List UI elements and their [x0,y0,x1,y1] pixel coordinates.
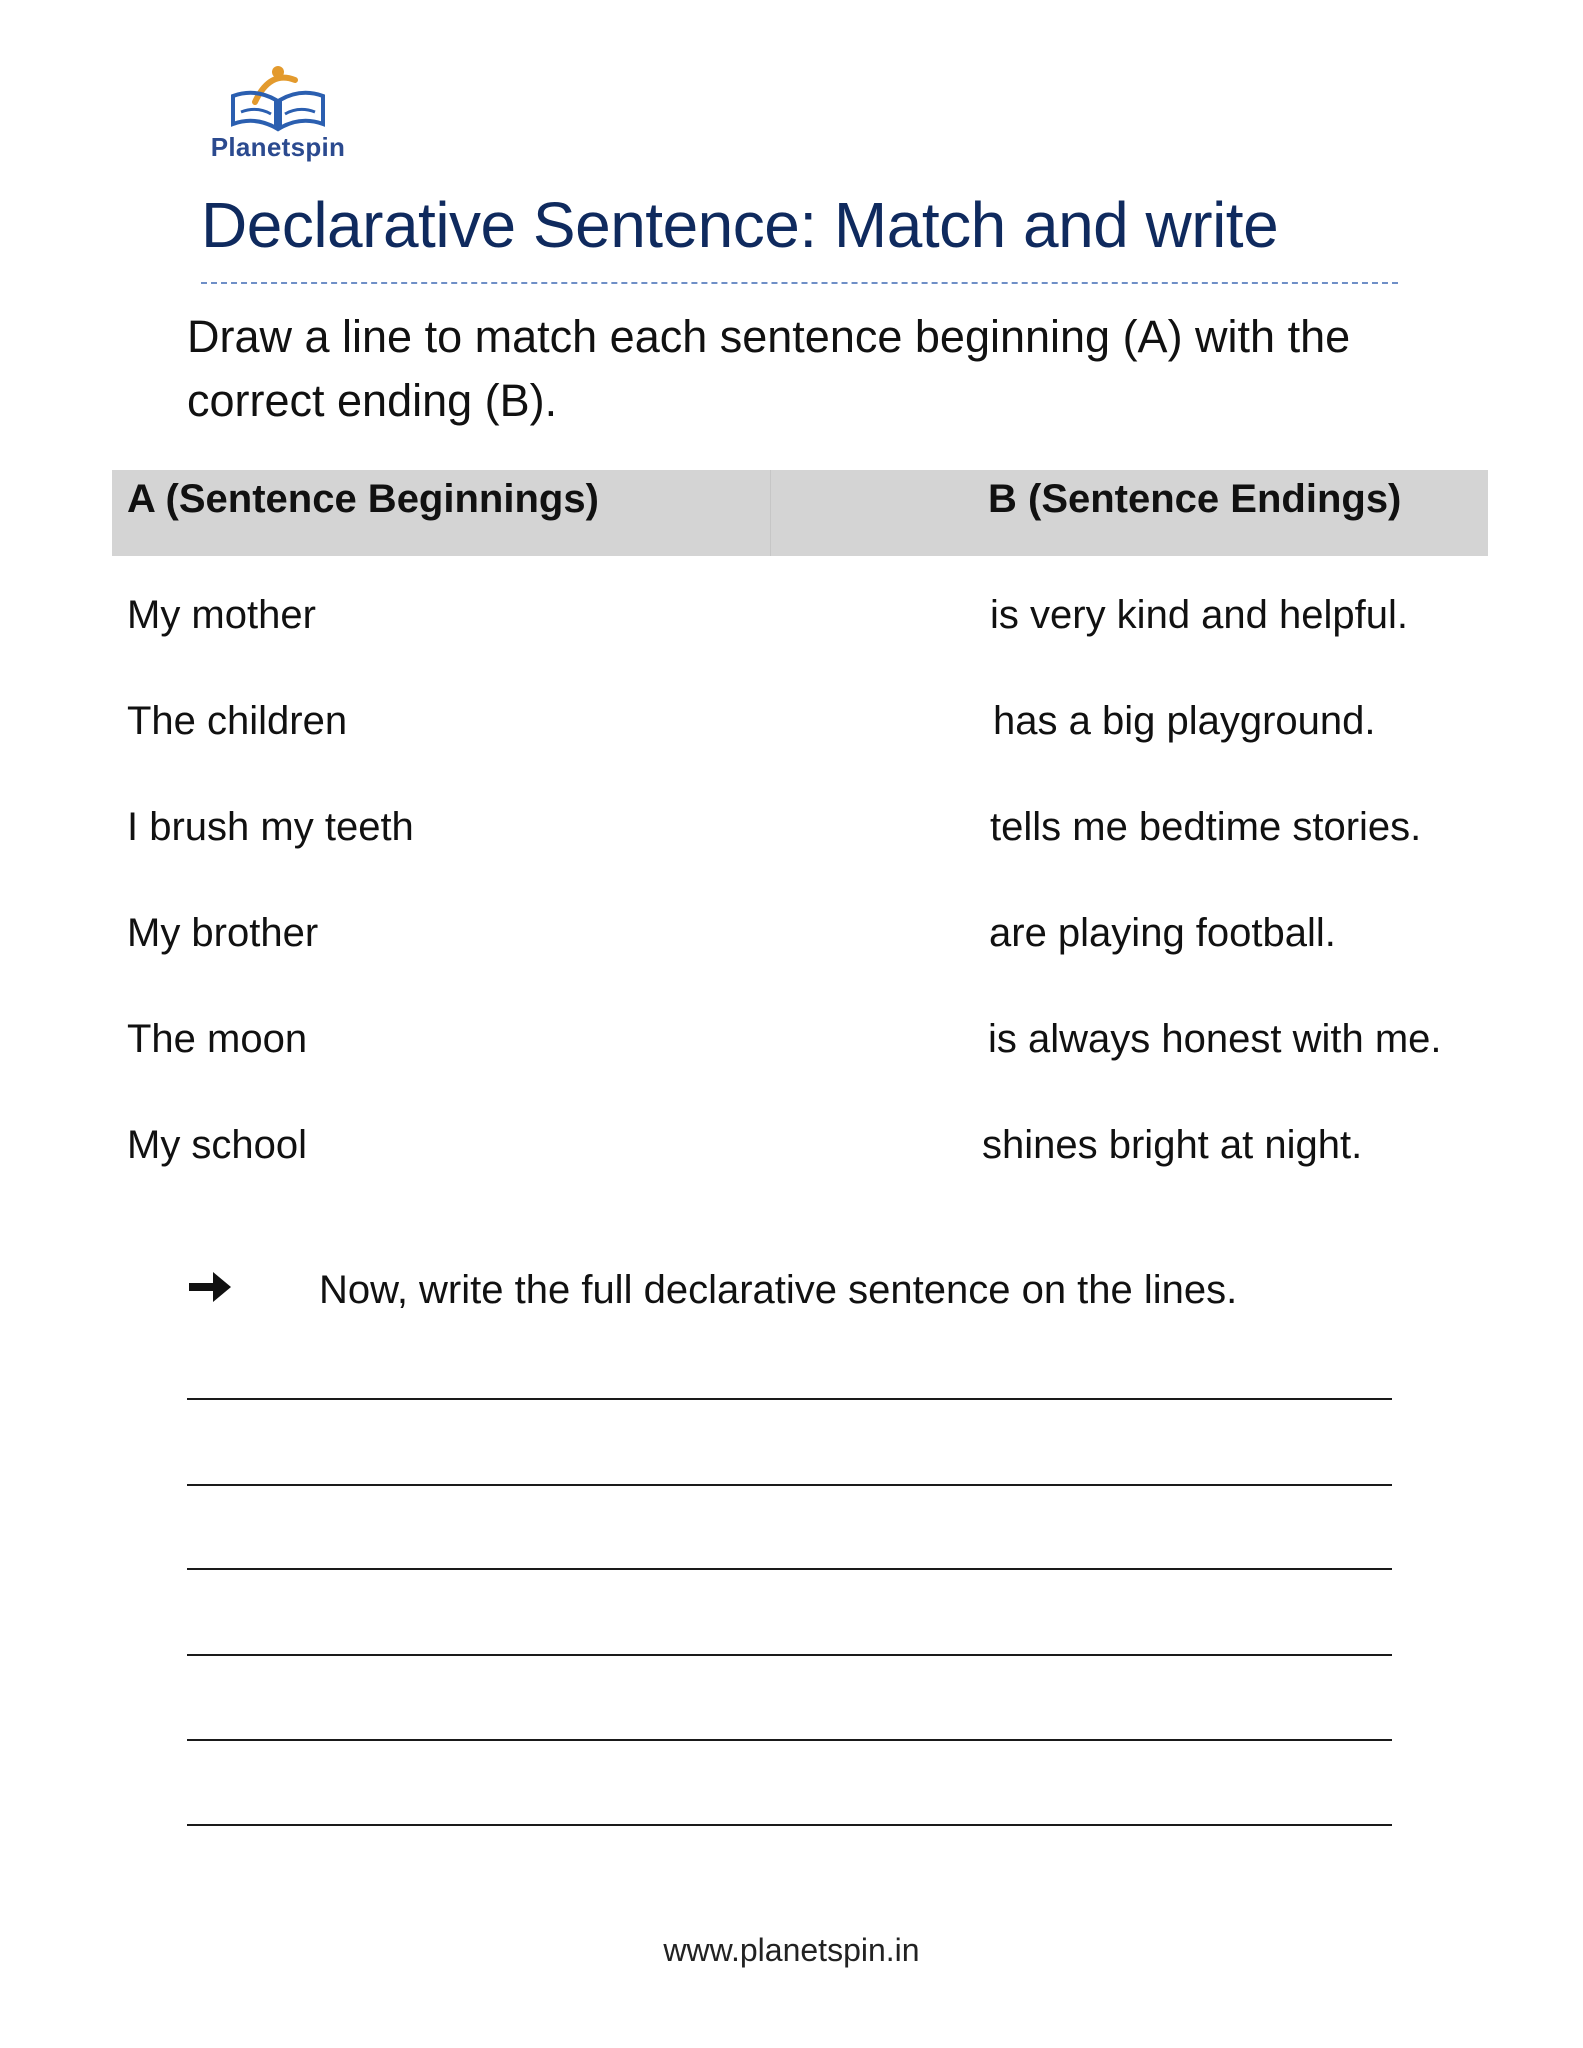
logo-text: Planetspin [210,132,346,162]
answer-line-4[interactable] [187,1654,1392,1656]
column-header-a: A (Sentence Beginnings) [127,477,599,521]
answer-line-2[interactable] [187,1484,1392,1486]
ending-6: shines bright at night. [982,1123,1363,1167]
ending-1: is very kind and helpful. [990,593,1409,637]
answer-line-6[interactable] [187,1824,1392,1826]
ending-3: tells me bedtime stories. [990,805,1422,849]
ending-5: is always honest with me. [988,1017,1442,1061]
planetspin-logo [203,62,353,172]
answer-line-3[interactable] [187,1568,1392,1570]
beginning-3: I brush my teeth [127,805,414,849]
beginning-2: The children [127,699,348,743]
write-prompt-text: Now, write the full declarative sentence on the lines. [319,1268,1238,1312]
beginning-1: My mother [127,593,316,637]
footer-url: www.planetspin.in [663,1932,920,1968]
answer-line-1[interactable] [187,1398,1392,1400]
table-header [112,470,1488,556]
title-divider [201,282,1398,284]
ending-2: has a big playground. [993,699,1376,743]
header-divider [770,470,771,556]
arrow-right-icon [187,1268,233,1306]
instructions-text: Draw a line to match each sentence beginning (A) with the correct ending (B). [187,311,1351,426]
ending-4: are playing football. [989,911,1336,955]
answer-line-5[interactable] [187,1739,1392,1741]
beginning-6: My school [127,1123,308,1167]
column-header-b: B (Sentence Endings) [988,477,1402,521]
page-title: Declarative Sentence: Match and write [201,189,1279,261]
beginning-4: My brother [127,911,319,955]
beginning-5: The moon [127,1017,308,1061]
open-book-with-figure-icon [225,62,331,132]
